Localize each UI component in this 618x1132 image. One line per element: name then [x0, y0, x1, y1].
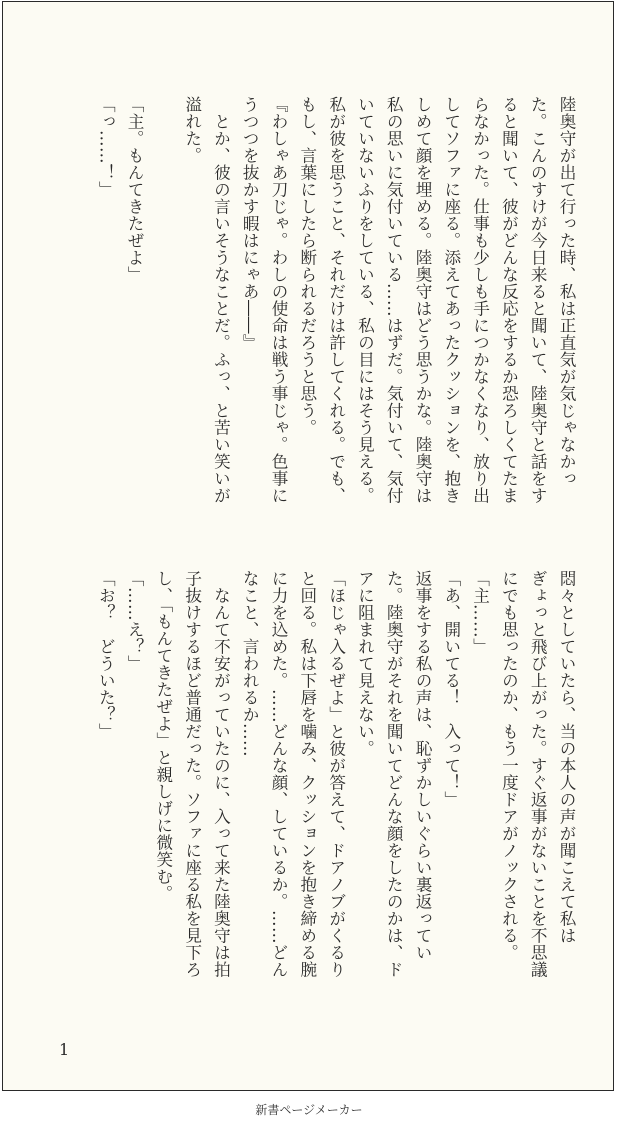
text-column: し、「もんてきたぜよ」と親しげに微笑む。: [153, 570, 173, 902]
text-column: アに阻まれて見えない。: [355, 570, 375, 757]
text-column: なんて不安がっていたのに、入って来た陸奥守は拍: [211, 570, 231, 978]
text-column: 私が彼を思うこと、それだけは許してくれる。でも、: [326, 96, 346, 504]
text-column: 「ほじゃ入るぜよ」と彼が答えて、ドアノブがくるり: [326, 570, 346, 978]
text-column: 「主。もんてきたぜよ」: [125, 96, 145, 283]
text-column: 悶々としていたら、当の本人の声が聞こえて私は: [557, 570, 576, 944]
upper-text-block: [96, 96, 580, 536]
text-column: 「お？ どういた？」: [96, 570, 116, 740]
text-column: 溢れた。: [182, 96, 202, 164]
lower-text-block: [96, 570, 580, 1010]
text-column: 子抜けするほど普通だった。ソファに座る私を見下ろ: [182, 570, 202, 978]
text-column: 「主……」: [470, 570, 490, 655]
text-column: なこと、言われるか……: [240, 570, 260, 757]
text-column: とか、彼の言いそうなことだ。ふっ、と苦い笑いが: [211, 96, 231, 504]
text-column: と回る。私は下唇を噛み、クッションを抱き締める腕: [297, 570, 317, 978]
text-column: 『わしゃあ刀じゃ。わしの使命は戦う事じゃ。色事に: [269, 96, 289, 504]
text-column: 「あ、開いてる！ 入って！」: [441, 570, 461, 808]
text-column: してソファに座る。添えてあったクッションを、抱き: [441, 96, 461, 504]
footer-credit: 新書ページメーカー: [255, 1103, 363, 1117]
text-column: ると聞いて、彼がどんな反応をするか恐ろしくてたま: [499, 96, 519, 504]
text-column: 返事をする私の声は、恥ずかしいぐらい裏返ってい: [413, 570, 433, 961]
text-column: に力を込めた。……どんな顔、しているか。……どん: [269, 570, 289, 978]
text-column: もし、言葉にしたら断られるだろうと思う。: [297, 96, 317, 436]
text-column: うつつを抜かす暇はにゃあ――』: [240, 96, 260, 351]
text-column: た。陸奥守がそれを聞いてどんな顔をしたのかは、ド: [384, 570, 404, 978]
text-column: た。こんのすけが今日来ると聞いて、陸奥守と話をす: [528, 96, 548, 504]
manuscript-page: [2, 1, 614, 1091]
text-column: ぎょっと飛び上がった。すぐ返事がないことを不思議: [528, 570, 548, 978]
text-column: 陸奥守が出て行った時、私は正直気が気じゃなかっ: [557, 96, 576, 487]
text-column: [148, 96, 177, 536]
text-column: 私の思いに気付いている……はずだ。気付いて、気付: [384, 96, 404, 504]
text-column: しめて顔を埋める。陸奥守はどう思うかな。陸奥守は: [413, 96, 433, 504]
text-column: 「っ……！」: [96, 96, 116, 198]
text-column: らなかった。仕事も少しも手につかなくなり、放り出: [470, 96, 490, 504]
text-column: いていないふりをしている、私の目にはそう見える。: [355, 96, 375, 504]
text-column: にでも思ったのか、もう一度ドアがノックされる。: [499, 570, 519, 961]
text-column: 「……え？」: [125, 570, 145, 672]
page-number: 1: [59, 1040, 70, 1059]
